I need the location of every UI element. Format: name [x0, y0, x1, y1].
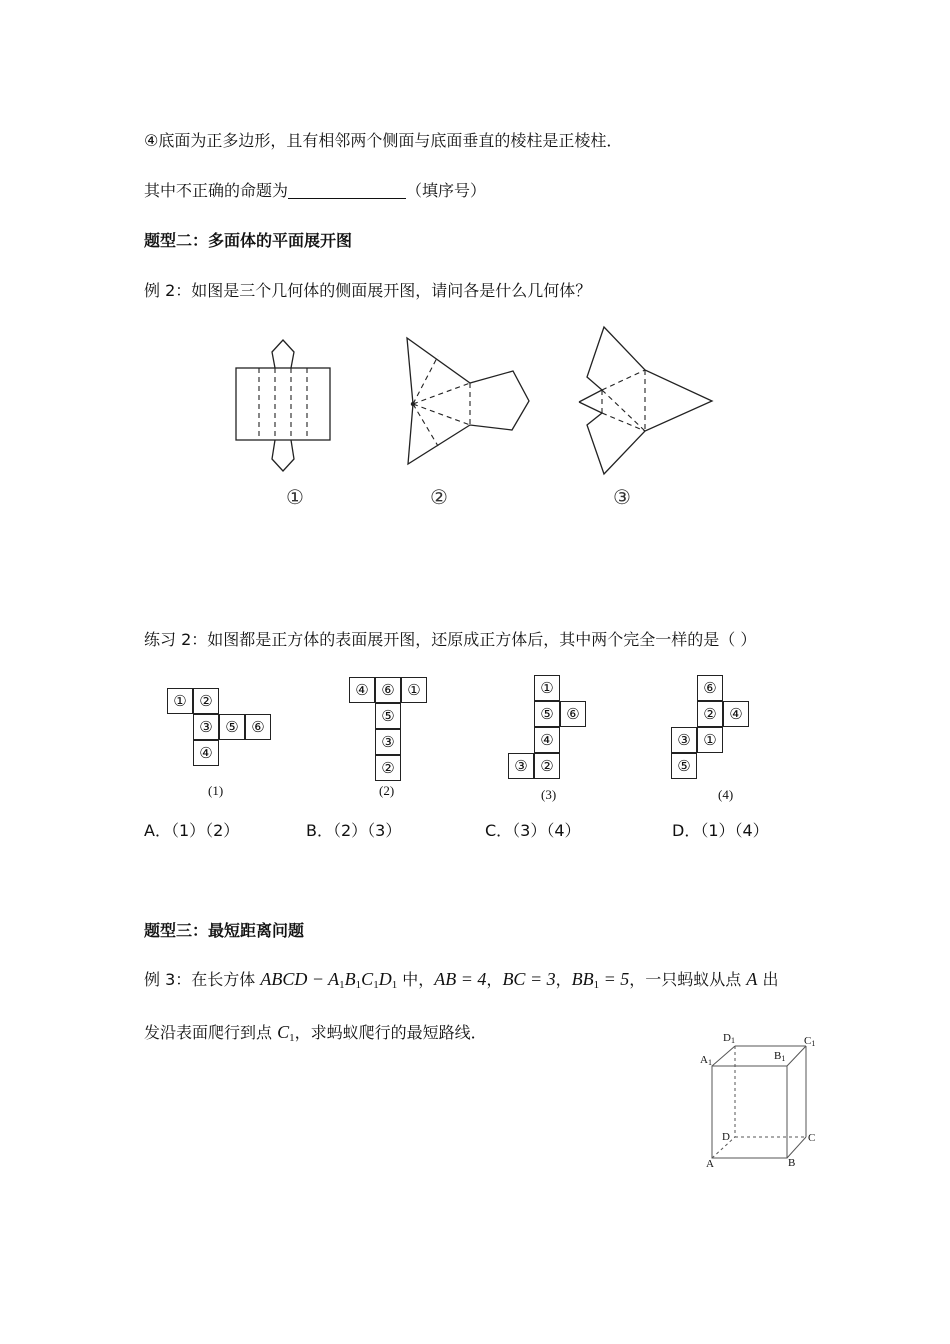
label-d1: D1: [723, 1032, 735, 1045]
point-a: A: [746, 969, 758, 989]
point-c1: $C_1$: [277, 1022, 295, 1044]
net-cell: ④: [723, 701, 749, 727]
figure-3-caption: ③: [613, 487, 631, 509]
label-c: C: [808, 1132, 816, 1144]
practice-2: 练习 2：如图都是正方体的表面展开图，还原成正方体后，其中两个完全一样的是（ ）: [144, 630, 757, 649]
label-d: D: [722, 1131, 730, 1143]
net-2-caption: (2): [379, 783, 395, 798]
net-cell: ⑥: [697, 675, 723, 701]
ab-value: AB = 4: [434, 969, 487, 989]
solid-name: ABCD − $A_1B_1C_1D_1$: [260, 969, 398, 991]
net-cell: ④: [534, 727, 560, 753]
net-cell: ①: [401, 677, 427, 703]
net-cell: ⑥: [560, 701, 586, 727]
net-cell: ④: [193, 740, 219, 766]
option-d[interactable]: D．（1）（4）: [672, 821, 769, 840]
net-cell: ⑥: [375, 677, 401, 703]
example-3-tail: ，一只蚂蚁从点: [629, 970, 747, 989]
incorrect-prefix: 其中不正确的命题为: [144, 181, 289, 200]
net-3-caption: (3): [541, 787, 557, 802]
figure-2-caption: ②: [430, 487, 448, 509]
label-c1: C1: [804, 1035, 816, 1048]
cuboid-figure: [700, 1030, 830, 1175]
net-cell: ③: [375, 729, 401, 755]
bc-value: BC = 3: [502, 969, 556, 989]
net-cell: ②: [697, 701, 723, 727]
answer-blank[interactable]: [288, 182, 406, 199]
example-3-line2-suffix: ，求蚂蚁爬行的最短路线．: [294, 1023, 487, 1042]
incorrect-suffix: （填序号）: [406, 181, 487, 200]
type3-heading: 题型三：最短距离问题: [144, 921, 305, 940]
figure-3-pyramid-net: [572, 322, 717, 478]
net-cell: ①: [534, 675, 560, 701]
example-2: 例 2：如图是三个几何体的侧面展开图，请问各是什么几何体？: [144, 281, 592, 300]
net-cell: ②: [534, 753, 560, 779]
example-3-line-1: 例 3：在长方体 ABCD − $A_1B_1C_1D_1$ 中，AB = 4，BC = 3，$BB_1 = 5$，一只蚂蚁从点 A 出: [144, 969, 779, 991]
proposition-4: ④底面为正多边形，且有相邻两个侧面与底面垂直的棱柱是正棱柱．: [144, 131, 623, 150]
figure-1-caption: ①: [286, 487, 304, 509]
net-cell: ⑥: [245, 714, 271, 740]
net-cell: ③: [193, 714, 219, 740]
figure-1-prism-net: [228, 325, 338, 475]
type2-heading: 题型二：多面体的平面展开图: [144, 231, 353, 250]
net-cell: ①: [697, 727, 723, 753]
net-cell: ③: [671, 727, 697, 753]
option-b[interactable]: B．（2）（3）: [306, 821, 402, 840]
label-a1: A1: [700, 1054, 712, 1067]
net-cell: ④: [349, 677, 375, 703]
label-a: A: [706, 1158, 714, 1170]
net-cell: ③: [508, 753, 534, 779]
net-cell: ⑤: [671, 753, 697, 779]
example-3-line2-prefix: 发沿表面爬行到点: [144, 1023, 278, 1042]
net-cell: ⑤: [534, 701, 560, 727]
net-cell: ①: [167, 688, 193, 714]
example-3-prefix: 例 3：在长方体: [144, 970, 261, 989]
net-cell: ②: [193, 688, 219, 714]
option-a[interactable]: A．（1）（2）: [144, 821, 240, 840]
example-3-line-2: [144, 1022, 487, 1048]
net-1-caption: (1): [208, 783, 224, 798]
label-b: B: [788, 1157, 796, 1169]
bb1-value: $BB_1 = 5$: [571, 969, 630, 991]
figure-2-pyramid-net: [400, 330, 540, 470]
example-3-mid: 中，: [397, 970, 435, 989]
option-c[interactable]: C．（3）（4）: [485, 821, 581, 840]
net-cell: ⑤: [375, 703, 401, 729]
net-4-caption: (4): [718, 787, 734, 802]
net-cell: ⑤: [219, 714, 245, 740]
incorrect-propositions-line: [144, 181, 486, 201]
net-cell: ②: [375, 755, 401, 781]
label-b1: B1: [774, 1050, 786, 1063]
